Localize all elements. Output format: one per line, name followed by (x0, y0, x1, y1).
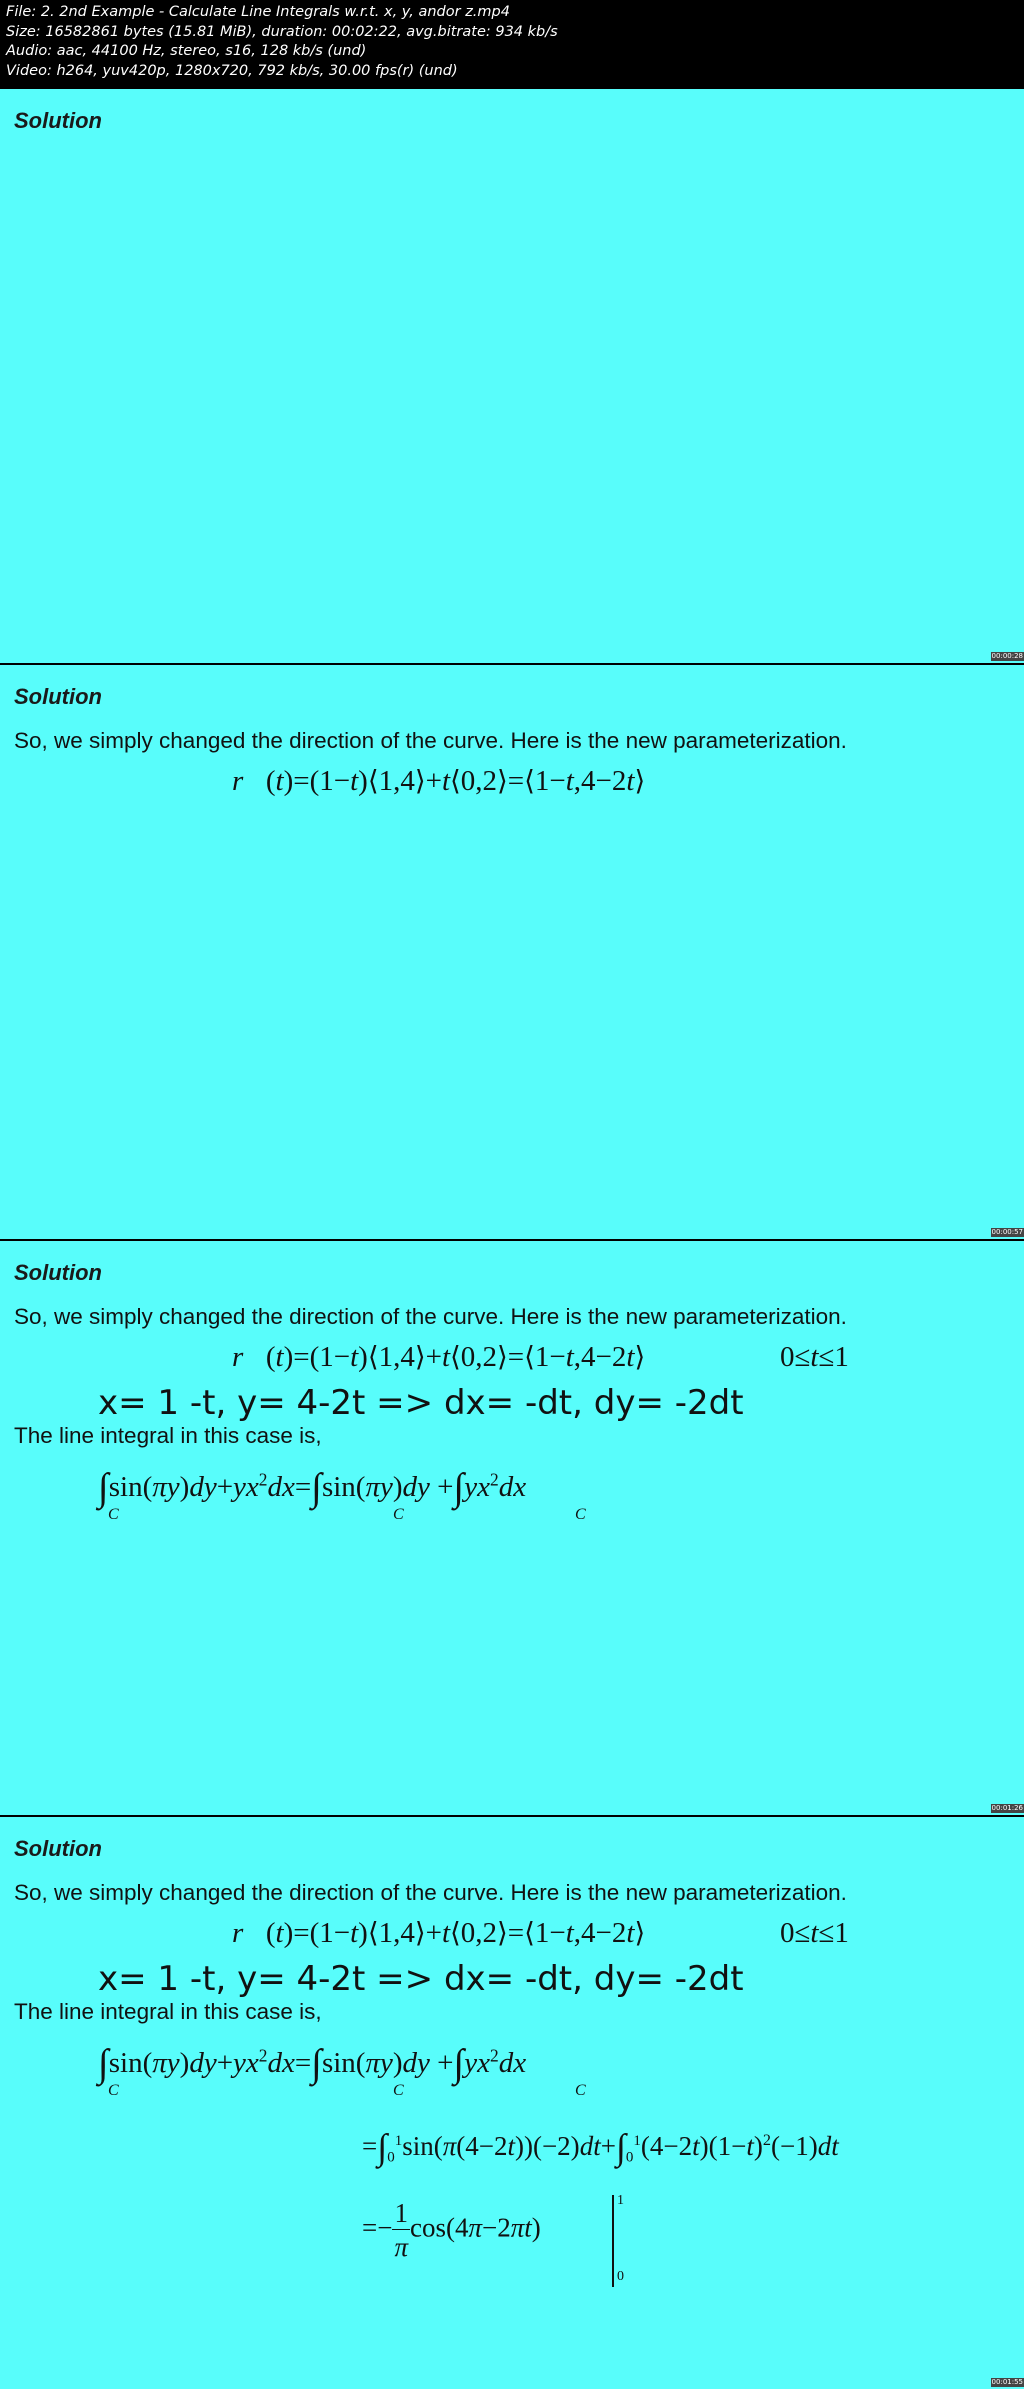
substitution-line: x= 1 -t, y= 4-2t => dx= -dt, dy= -2dt (98, 1959, 744, 1999)
antiderivative-step: =− $\frac{1}{\pi}$ cos(4π−2πt) (362, 2198, 541, 2262)
solution-heading: Solution (14, 684, 102, 709)
parameter-range: 0≤t≤1 (780, 1341, 849, 1373)
intro-text: So, we simply changed the direction of the curve. Here is the new parameterization. (14, 1304, 847, 1329)
integral-subscript-c: C (393, 2082, 404, 2099)
integral-subscript-c: C (575, 1506, 586, 1523)
solution-heading: Solution (14, 1836, 102, 1861)
video-frame-3 (0, 1241, 1024, 1815)
line-integral-equation: $\int\sin(\pi y)dy+yx^2dx=\int\sin(\pi y)dy +\int yx^2dx$ (98, 1466, 527, 1509)
solution-heading: Solution (14, 108, 102, 133)
evaluation-lower-limit: 0 (617, 2269, 624, 2284)
video-frame-2 (0, 665, 1024, 1239)
file-info-header (0, 0, 1024, 88)
file-size-line: Size: 16582861 bytes (15.81 MiB), duration: 00:02:22, avg.bitrate: 934 kb/s (6, 23, 558, 40)
line-integral-text: The line integral in this case is, (14, 1423, 322, 1448)
audio-info-line: Audio: aac, 44100 Hz, stereo, s16, 128 kb/s (und) (6, 43, 367, 59)
video-frame-4 (0, 1817, 1024, 2389)
parameter-range: 0≤t≤1 (780, 1917, 849, 1949)
substitution-line: x= 1 -t, y= 4-2t => dx= -dt, dy= -2dt (98, 1383, 744, 1423)
integral-subscript-c: C (575, 2082, 586, 2099)
integral-subscript-c: C (108, 1506, 119, 1523)
frame-timestamp: 00:00:28 (991, 652, 1023, 660)
line-integral-text: The line integral in this case is, (14, 1999, 322, 2024)
parameterization-equation: r⃗(t)=(1−t)⟨1,4⟩+t⟨0,2⟩=⟨1−t,4−2t⟩ (232, 765, 646, 797)
video-frame-1 (0, 89, 1024, 663)
integral-subscript-c: C (108, 2082, 119, 2099)
integral-subscript-c: C (393, 1506, 404, 1523)
parameterization-equation: r⃗(t)=(1−t)⟨1,4⟩+t⟨0,2⟩=⟨1−t,4−2t⟩ (232, 1917, 646, 1949)
parameterization-equation: r⃗(t)=(1−t)⟨1,4⟩+t⟨0,2⟩=⟨1−t,4−2t⟩ (232, 1341, 646, 1373)
evaluation-bar (612, 2195, 614, 2287)
frame-timestamp: 00:01:55 (991, 2378, 1023, 2386)
file-name-line: File: 2. 2nd Example - Calculate Line Integrals w.r.t. x, y, andor z.mp4 (6, 4, 510, 20)
evaluation-upper-limit: 1 (617, 2193, 624, 2208)
fraction: $\frac{1}{\pi}$ (394, 2198, 408, 2262)
evaluated-integral-step: $=\int_0^1\sin(\pi(4-2t))(-2)dt+\int_0^1(4-2t)(1-t)^2(-1)dt$ (362, 2127, 839, 2167)
frame-timestamp: 00:01:26 (991, 1804, 1023, 1812)
video-info-line: Video: h264, yuv420p, 1280x720, 792 kb/s, 30.00 fps(r) (und) (6, 62, 458, 79)
intro-text: So, we simply changed the direction of the curve. Here is the new parameterization. (14, 1880, 847, 1905)
frame-timestamp: 00:00:57 (991, 1228, 1023, 1236)
line-integral-equation: $\int\sin(\pi y)dy+yx^2dx=\int\sin(\pi y)dy +\int yx^2dx$ (98, 2042, 527, 2085)
solution-heading: Solution (14, 1260, 102, 1285)
intro-text: So, we simply changed the direction of the curve. Here is the new parameterization. (14, 728, 847, 753)
